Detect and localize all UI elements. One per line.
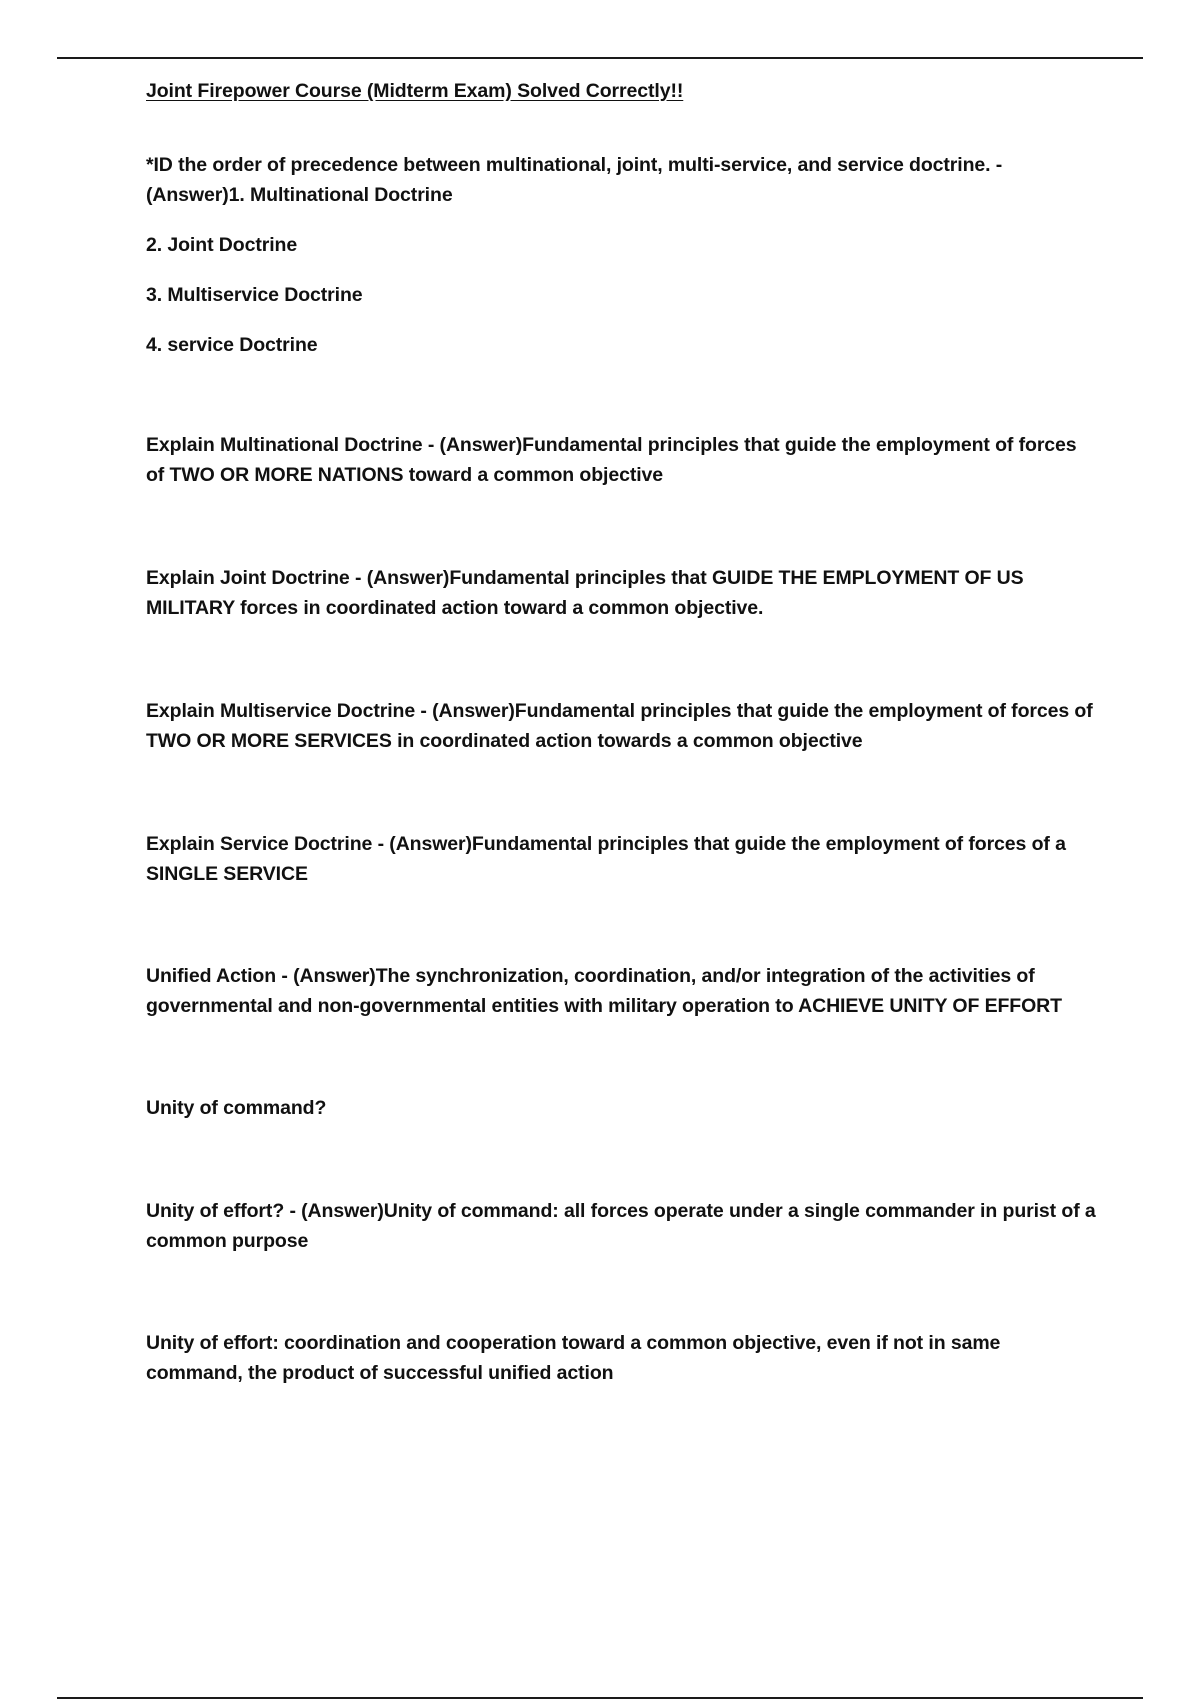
entry-joint-doctrine: Explain Joint Doctrine - (Answer)Fundamental principles that GUIDE THE EMPLOYMENT OF US MILITARY forces in coordinated action toward a common objective. <box>146 567 1024 619</box>
footer-rule <box>57 1697 1143 1699</box>
entry-multiservice-doctrine: Explain Multiservice Doctrine - (Answer)Fundamental principles that guide the employment of forces of TWO OR MORE SERVICES in coordinated action towards a common objective <box>146 700 1093 752</box>
entry-unified-action: Unified Action - (Answer)The synchronization, coordination, and/or integration of the activities of governmental and non-governmental entities with military operation to ACHIEVE UNITY OF EFFORT <box>146 965 1062 1017</box>
entry-unity-of-effort-definition: Unity of effort: coordination and cooperation toward a common objective, even if not in same command, the product of successful unified action <box>146 1332 1001 1384</box>
document-body <box>146 76 1096 1388</box>
header-rule <box>57 57 1143 59</box>
entry-service-doctrine: Explain Service Doctrine - (Answer)Fundamental principles that guide the employment of forces of a SINGLE SERVICE <box>146 833 1066 885</box>
document-title: Joint Firepower Course (Midterm Exam) Solved Correctly!! <box>146 80 684 102</box>
entry-multinational-doctrine: Explain Multinational Doctrine - (Answer)Fundamental principles that guide the employment of forces of TWO OR MORE NATIONS toward a common objective <box>146 434 1077 486</box>
list-item: 2. Joint Doctrine <box>146 234 298 256</box>
entry-unity-of-command: Unity of command? <box>146 1097 327 1119</box>
question-order-of-precedence: *ID the order of precedence between multinational, joint, multi-service, and service doctrine. - (Answer)1. Multinational Doctrine <box>146 154 1003 206</box>
list-item: 3. Multiservice Doctrine <box>146 284 363 306</box>
entry-unity-of-effort: Unity of effort? - (Answer)Unity of command: all forces operate under a single commander in purist of a common purpose <box>146 1200 1096 1252</box>
list-item: 4. service Doctrine <box>146 334 318 356</box>
